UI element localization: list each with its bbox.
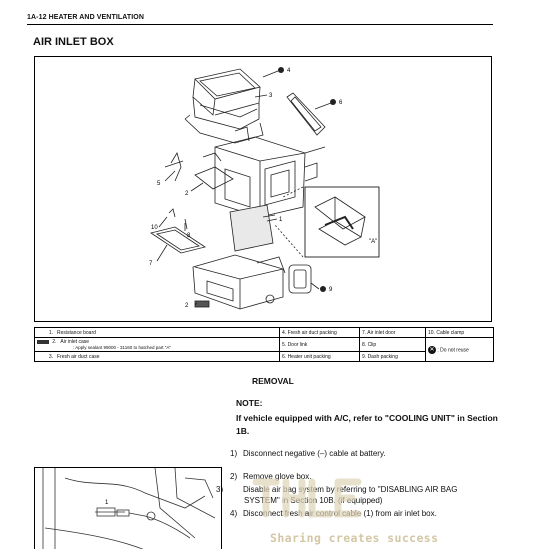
callout-6: 6 [339, 100, 343, 106]
callout-4: 4 [287, 68, 291, 74]
step-3: 3) Disable air bag system by referring to "DISABLING AIR BAG SYSTEM" in Section 10B. (if equipped) [216, 485, 458, 505]
callout-5: 5 [157, 181, 161, 187]
exploded-view-figure [34, 56, 492, 322]
legend-row [35, 352, 494, 362]
callout-2-lower: 2 [185, 303, 189, 309]
parts-legend-table [34, 327, 494, 362]
photo-callout-1: 1 [105, 500, 109, 506]
cable-drawing [35, 468, 222, 549]
legend-cell: 5. Door link [280, 338, 360, 352]
callout-3: 3 [269, 93, 273, 99]
page-title: AIR INLET BOX [33, 36, 114, 48]
note-body: If vehicle equipped with A/C, refer to "COOLING UNIT" in Section 1B. [236, 413, 498, 436]
legend-cell: 10. Cable clamp [426, 328, 494, 338]
legend-cell: 8. Clip [360, 338, 426, 352]
callout-2-upper: 2 [185, 191, 189, 197]
callout-1: 1 [279, 217, 283, 223]
legend-cell: ✕ : Do not reuse [426, 338, 494, 362]
page-header: 1A-12 HEATER AND VENTILATION [27, 14, 145, 21]
fresh-air-duct-case-part [185, 69, 263, 143]
callout-8: 8 [187, 233, 191, 239]
step-1: 1) Disconnect negative (–) cable at battery. [230, 449, 386, 458]
legend-cell: 3. Fresh air duct case [35, 352, 280, 362]
watermark-text: Sharing creates success [270, 531, 439, 545]
legend-row [35, 328, 494, 338]
legend-cell: 9. Dash packing [360, 352, 426, 362]
air-inlet-case-part [195, 127, 325, 217]
exploded-view-drawing [35, 57, 493, 323]
legend-cell: 2. Air inlet case : Apply sealant 99000 - 31160 to hatched part "A" [35, 338, 280, 352]
legend-cell: 1. Resistance board [35, 328, 280, 338]
callout-9: 9 [329, 287, 333, 293]
step-2: 2) Remove glove box. [230, 472, 312, 481]
note-label: NOTE: [236, 398, 263, 408]
section-title: REMOVAL [252, 376, 294, 386]
legend-cell: 4. Fresh air duct packing [280, 328, 360, 338]
do-not-reuse-icon: ✕ [429, 346, 435, 353]
legend-cell: 6. Heater unit packing [280, 352, 360, 362]
callout-7: 7 [149, 261, 153, 267]
legend-row [35, 338, 494, 352]
sealant-icon [37, 340, 49, 344]
callout-10: 10 [151, 225, 158, 231]
callout-detail-A: "A" [369, 239, 378, 245]
legend-cell: 7. Air inlet door [360, 328, 426, 338]
header-rule [27, 24, 493, 25]
step-4: 4) Disconnect fresh air control cable (1) from air inlet box. [230, 509, 437, 518]
cable-connection-illustration [34, 467, 222, 549]
watermark-logo [246, 468, 366, 528]
